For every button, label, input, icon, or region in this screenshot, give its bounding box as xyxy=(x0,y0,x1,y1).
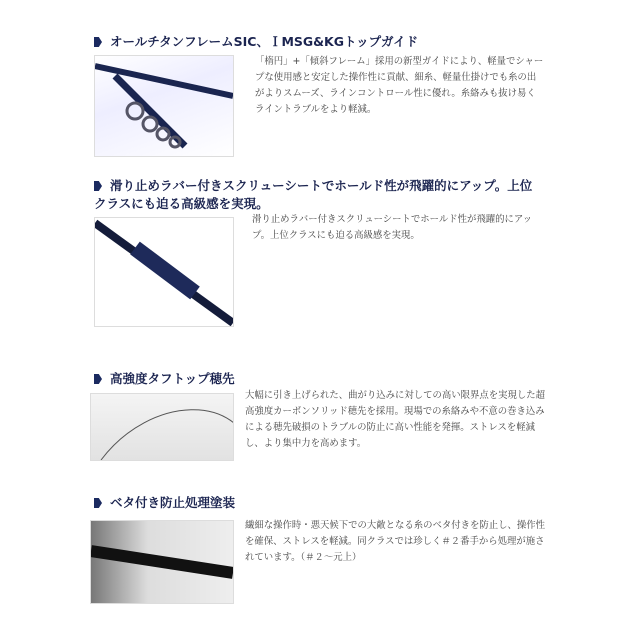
section-text: 滑り止めラバー付きスクリューシートでホールド性が飛躍的にアップ。上位クラスにも迫る高級感を実現。 xyxy=(252,214,532,241)
bullet-icon xyxy=(94,498,102,508)
section-title-tip xyxy=(94,370,544,388)
heading-text: オールチタンフレームSIC、ＩMSG&KGトップガイド xyxy=(110,34,419,49)
section-title-reel-seat xyxy=(94,177,544,213)
rod-blank-illustration xyxy=(91,521,233,603)
bullet-icon xyxy=(94,374,102,384)
rod-guides-illustration xyxy=(95,56,233,156)
heading-text: ベタ付き防止処理塗装 xyxy=(110,495,236,510)
section-title-coating xyxy=(94,494,544,512)
section-title-guide xyxy=(94,33,544,51)
guide-image xyxy=(94,55,234,157)
section-text: 「楕円」+「傾斜フレーム」採用の新型ガイドにより、軽量でシャープな使用感と安定した操作性に貢献、細糸、軽量仕掛けでも糸の出がよりスムーズ、ラインコントロール性に優れ。糸絡みも抜け易くライントラブルをより軽減。 xyxy=(255,56,544,115)
section-text: 大幅に引き上げられた、曲がり込みに対しての高い限界点を実現した超高強度カーボンソリッド穂先を採用。現場での糸絡みや不意の巻き込みによる穂先破損のトラブルの防止に高い性能を発揮。ストレスを軽減し、より集中力を高めます。 xyxy=(245,390,546,449)
section-text: 繊細な操作時・悪天候下での大敵となる糸のベタ付きを防止し、操作性を確保、ストレスを軽減。同クラスでは珍しく＃２番手から処理が施されています。（＃２～元上） xyxy=(245,520,546,563)
heading-text: 滑り止めラバー付きスクリューシートでホールド性が飛躍的にアップ。上位クラスにも迫る高級感を実現。 xyxy=(94,178,533,211)
heading-text: 高強度タフトップ穂先 xyxy=(110,371,235,386)
bullet-icon xyxy=(94,37,102,47)
tip-image xyxy=(90,393,234,461)
reel-seat-image xyxy=(94,217,234,327)
reel-seat-illustration xyxy=(95,218,233,326)
bullet-icon xyxy=(94,181,102,191)
coating-image xyxy=(90,520,234,604)
tip-illustration xyxy=(91,394,233,460)
